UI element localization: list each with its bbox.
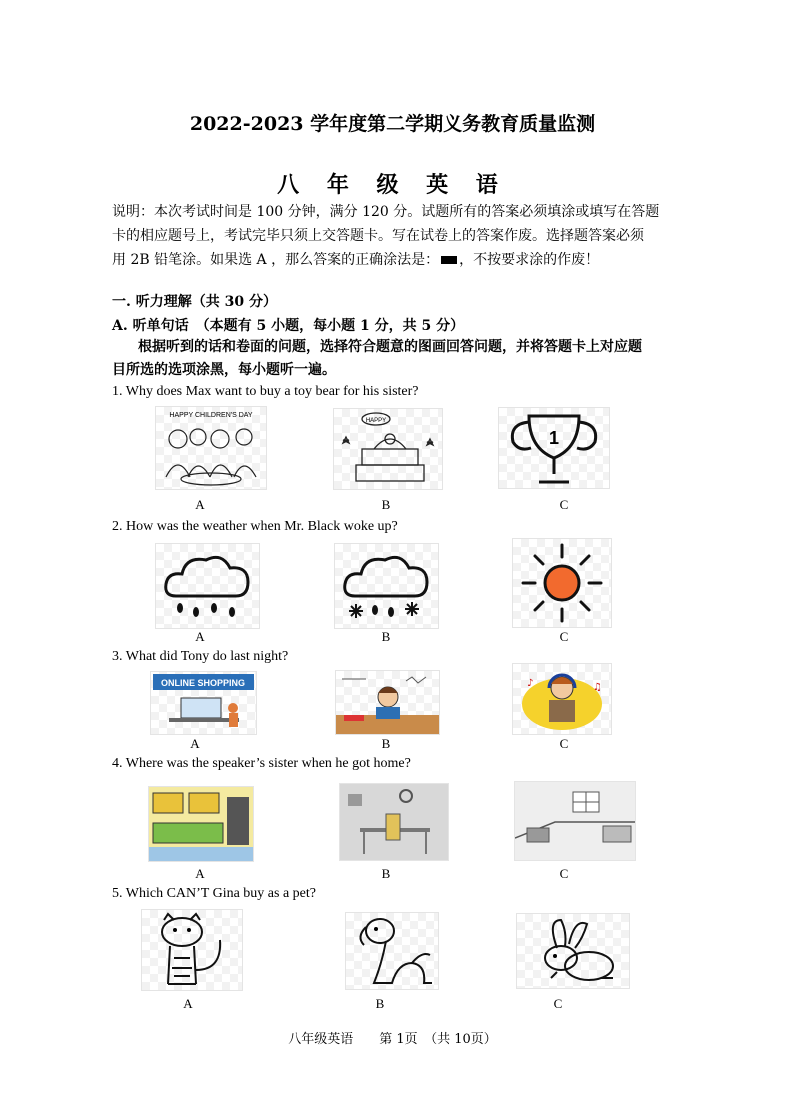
question-5: 5. Which CAN’T Gina buy as a pet? xyxy=(112,886,316,901)
question-3: 3. What did Tony do last night? xyxy=(112,649,289,664)
exam-title: 2022-2023 学年度第二学期义务教育质量监测 xyxy=(189,113,596,135)
rabbit-icon xyxy=(516,913,630,989)
directions-line-1: 根据听到的话和卷面的问题，选择符合题意的图画回答问题，并将答题卡上对应题 xyxy=(138,339,642,355)
svg-text:♫: ♫ xyxy=(593,682,602,693)
image-3a-caption: ONLINE SHOPPING xyxy=(160,678,246,688)
option-1a-image xyxy=(155,406,267,490)
directions-line-2: 目所选的选项涂黑，每小题听一遍。 xyxy=(112,362,336,378)
instruction-line-1: 说明：本次考试时间是 100 分钟，满分 120 分。试题所有的答案必须填涂或填写在答题 xyxy=(112,204,660,220)
option-2c-label: C xyxy=(559,629,569,644)
part-a-heading: A. 听单句话 （本题有 5 小题，每小题 1 分，共 5 分） xyxy=(112,318,465,334)
svg-text:♪: ♪ xyxy=(527,678,534,689)
image-1b-caption: HAPPY xyxy=(365,418,387,424)
option-5c-label: C xyxy=(553,996,563,1011)
study-room-image xyxy=(339,783,449,861)
option-4c-label: C xyxy=(559,866,569,881)
living-room-image xyxy=(514,781,636,861)
image-1a-caption: HAPPY CHILDREN'S DAY xyxy=(169,412,253,419)
rain-cloud-icon xyxy=(155,543,260,629)
option-3a-image xyxy=(150,671,257,735)
option-5a-label: A xyxy=(183,996,193,1011)
instruction-line-3-b: ，不按要求涂的作废！ xyxy=(459,252,600,268)
option-3b-label: B xyxy=(381,736,391,751)
sun-icon xyxy=(512,538,612,628)
filled-answer-mark-icon xyxy=(441,256,457,264)
instruction-line-3-a: 用 2B 铅笔涂。如果选 A ，那么答案的正确涂法是： xyxy=(112,252,440,268)
snow-rain-cloud-icon xyxy=(334,543,439,629)
option-1a-label: A xyxy=(195,497,205,512)
question-2: 2. How was the weather when Mr. Black woke up? xyxy=(112,519,398,534)
svg-text:1: 1 xyxy=(548,428,560,448)
option-1b-label: B xyxy=(381,497,391,512)
option-4b-label: B xyxy=(381,866,391,881)
option-1b-image xyxy=(333,408,443,490)
option-3b-image xyxy=(335,670,440,735)
subject-title: 八 年 级 英 语 xyxy=(277,172,508,198)
page-footer: 八年级英语 第 1页 （共 10页） xyxy=(288,1032,497,1047)
kitchen-image xyxy=(148,786,254,862)
instruction-line-3 xyxy=(112,248,692,272)
option-2a-label: A xyxy=(195,629,205,644)
part-a-directions xyxy=(112,336,692,382)
option-1c-image xyxy=(498,407,610,489)
tiger-icon xyxy=(141,909,243,991)
exam-instructions xyxy=(112,200,692,272)
instruction-line-2: 卡的相应题号上，考试完毕只须上交答题卡。写在试卷上的答案作废。选择题答案必须 xyxy=(112,228,644,244)
option-1c-label: C xyxy=(559,497,569,512)
option-3c-image xyxy=(512,663,612,735)
question-4: 4. Where was the speaker’s sister when he got home? xyxy=(112,756,411,771)
option-5b-label: B xyxy=(375,996,385,1011)
option-2b-label: B xyxy=(381,629,391,644)
dog-icon xyxy=(345,912,439,990)
question-1: 1. Why does Max want to buy a toy bear for his sister? xyxy=(112,384,419,399)
option-3c-label: C xyxy=(559,736,569,751)
option-3a-label: A xyxy=(190,736,200,751)
section-heading: 一. 听力理解（共 30 分） xyxy=(112,294,277,310)
option-4a-label: A xyxy=(195,866,205,881)
